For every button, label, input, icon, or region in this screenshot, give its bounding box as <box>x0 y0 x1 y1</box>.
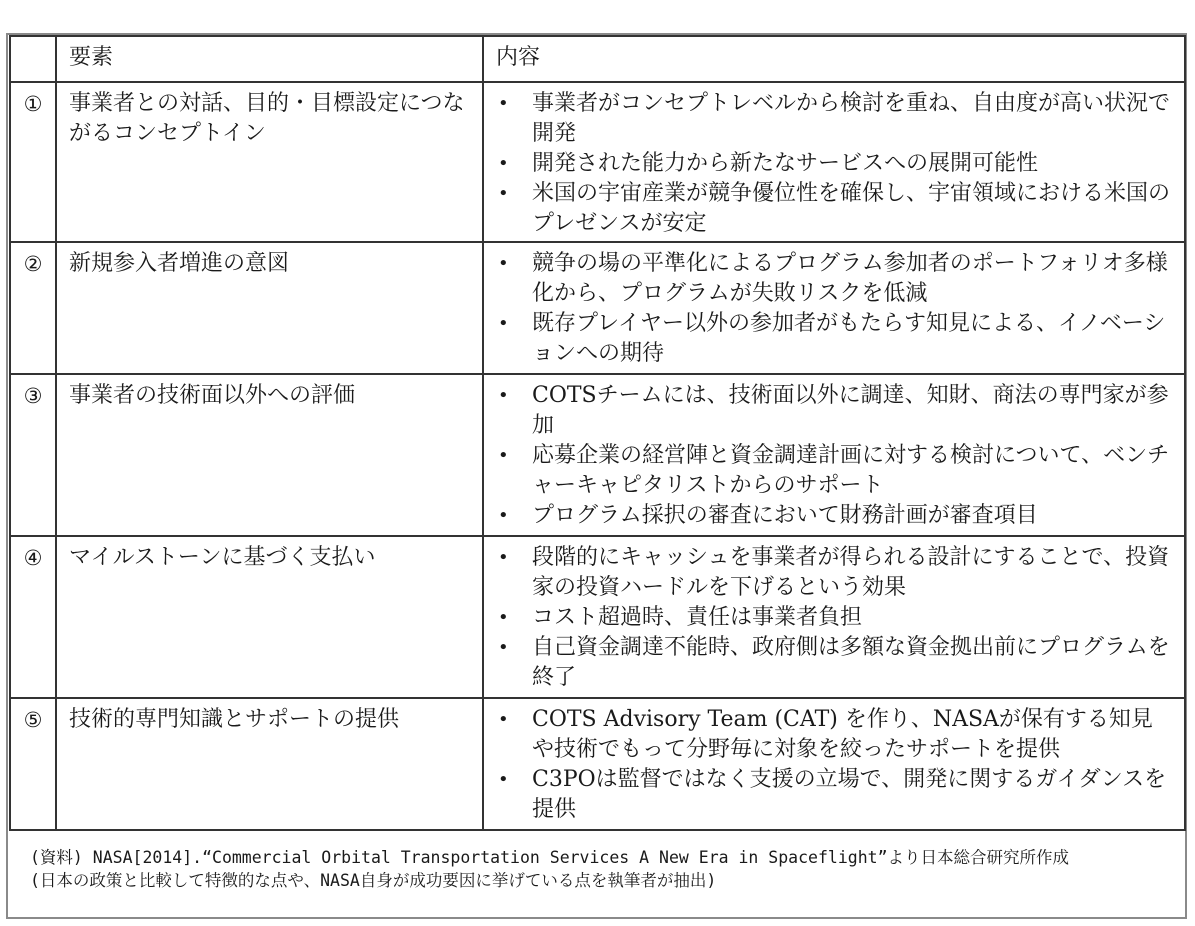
list-item: • コスト超過時、責任は事業者負担 <box>496 603 1174 633</box>
bullet-list <box>496 381 1174 531</box>
row-number: ① <box>23 92 43 116</box>
bullet-list <box>496 89 1174 239</box>
row-number: ④ <box>23 546 43 570</box>
list-item: • 競争の場の平準化によるプログラム参加者のポートフォリオ多様化から、プログラムが失敗リスクを低減 <box>496 249 1174 309</box>
list-item: • COTSチームには、技術面以外に調達、知財、商法の専門家が参加 <box>496 381 1174 441</box>
list-item: • 応募企業の経営陣と資金調達計画に対する検討について、ベンチャーキャピタリストからのサポート <box>496 441 1174 501</box>
row-element: 事業者の技術面以外への評価 <box>56 374 483 536</box>
table-row <box>10 82 1185 242</box>
row-number: ③ <box>23 384 43 408</box>
list-item: • プログラム採択の審査において財務計画が審査項目 <box>496 501 1174 531</box>
list-item: • 事業者がコンセプトレベルから検討を重ね、自由度が高い状況で開発 <box>496 89 1174 149</box>
row-element: マイルストーンに基づく支払い <box>56 536 483 698</box>
list-item: • C3POは監督ではなく支援の立場で、開発に関するガイダンスを提供 <box>496 765 1174 825</box>
bullet-list <box>496 705 1174 825</box>
row-number: ⑤ <box>23 708 43 732</box>
list-item: • COTS Advisory Team (CAT) を作り、NASAが保有する知見や技術でもって分野毎に対象を絞ったサポートを提供 <box>496 705 1174 765</box>
header-content: 内容 <box>483 36 1185 82</box>
row-element: 技術的専門知識とサポートの提供 <box>56 698 483 830</box>
comparison-table <box>9 35 1186 831</box>
remark-line: (日本の政策と比較して特徴的な点や、NASA自身が成功要因に挙げている点を執筆者が抽出) <box>30 871 717 890</box>
table-row <box>10 536 1185 698</box>
list-item: • 自己資金調達不能時、政府側は多額な資金拠出前にプログラムを終了 <box>496 633 1174 693</box>
bullet-list <box>496 249 1174 369</box>
table-header-row <box>10 36 1185 82</box>
bullet-list <box>496 543 1174 693</box>
table-row <box>10 242 1185 374</box>
table-row <box>10 698 1185 830</box>
header-number <box>10 36 56 82</box>
header-element: 要素 <box>56 36 483 82</box>
row-element: 事業者との対話、目的・目標設定につながるコンセプトイン <box>56 82 483 242</box>
source-notes <box>30 846 1069 892</box>
list-item: • 既存プレイヤー以外の参加者がもたらす知見による、イノベーションへの期待 <box>496 309 1174 369</box>
list-item: • 段階的にキャッシュを事業者が得られる設計にすることで、投資家の投資ハードルを下げるという効果 <box>496 543 1174 603</box>
row-number: ② <box>23 252 43 276</box>
row-element: 新規参入者増進の意図 <box>56 242 483 374</box>
source-line: (資料) NASA[2014].“Commercial Orbital Transportation Services A New Era in Spaceflight”より日本総合研究所作成 <box>30 848 1070 867</box>
list-item: • 開発された能力から新たなサービスへの展開可能性 <box>496 149 1174 179</box>
list-item: • 米国の宇宙産業が競争優位性を確保し、宇宙領域における米国のプレゼンスが安定 <box>496 179 1174 239</box>
table-row <box>10 374 1185 536</box>
